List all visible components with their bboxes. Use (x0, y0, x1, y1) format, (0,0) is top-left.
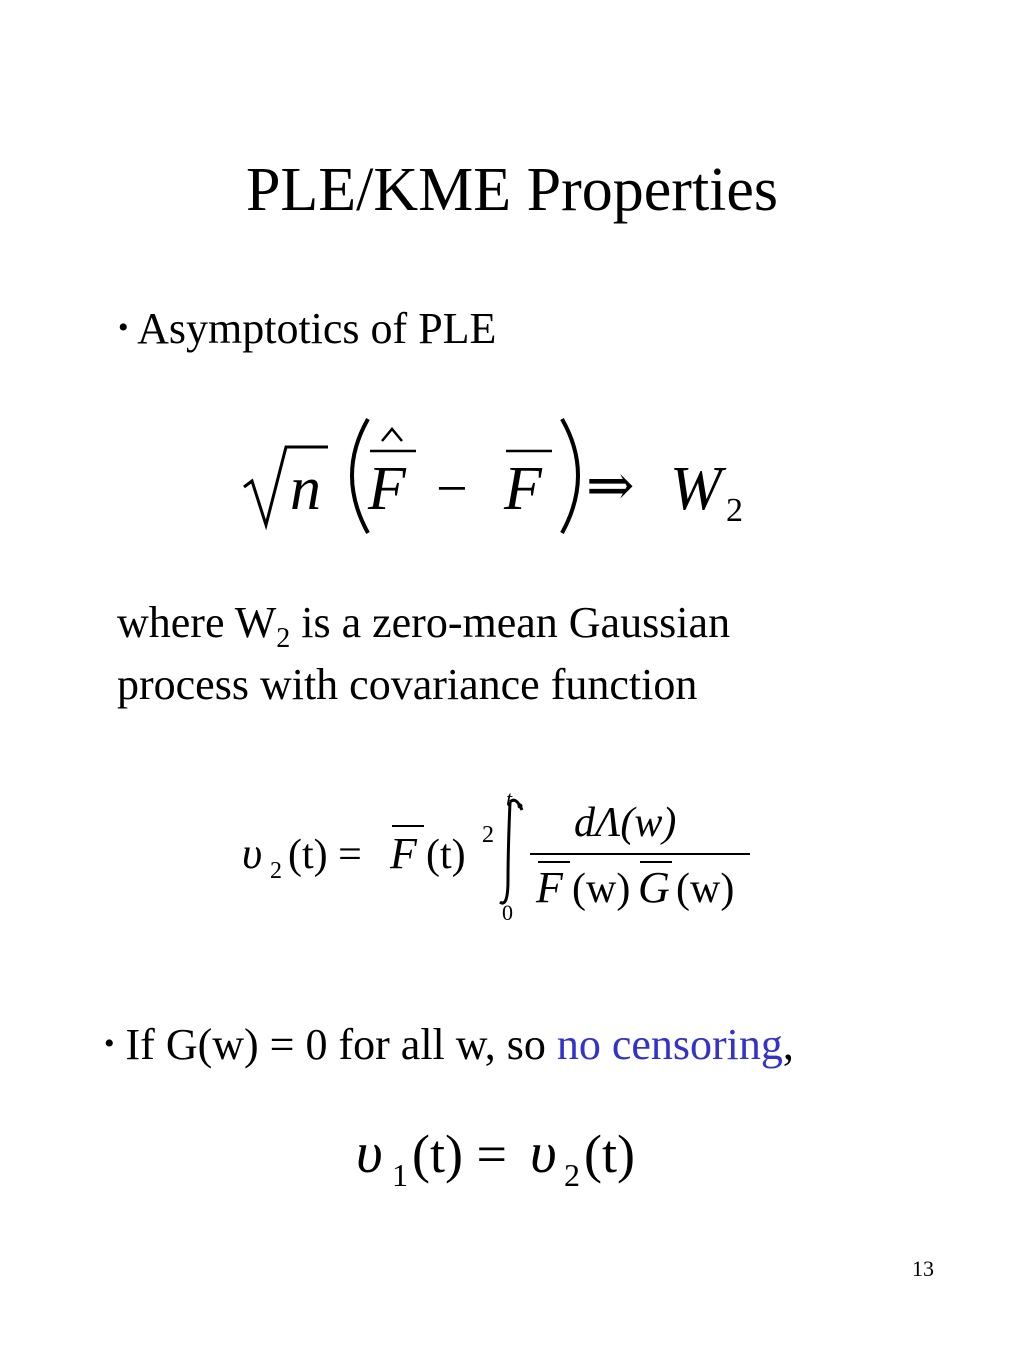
hat-accent (382, 429, 402, 441)
bullet2-text: If G(w) = 0 for all w, so (125, 1020, 557, 1069)
bullet2-suffix: , (782, 1020, 794, 1069)
upsilon1-symbol: υ (356, 1120, 383, 1185)
integral-top-dot (518, 804, 523, 809)
description-subscript: 2 (276, 622, 291, 654)
slide-title: PLE/KME Properties (245, 156, 779, 224)
w-subscript: 2 (726, 492, 743, 529)
f-bar-symbol-2: F (390, 829, 417, 878)
power-exponent: 2 (482, 822, 494, 848)
f-bar-symbol: F (504, 455, 542, 523)
upsilon2-symbol: υ (530, 1120, 557, 1185)
implies-arrow: ⇒ (586, 453, 635, 518)
bullet-asymptotics (118, 300, 496, 357)
f-argument: (t) (426, 832, 466, 878)
fraction-numerator: dΛ(w) (574, 800, 677, 846)
upsilon-subscript: 2 (270, 858, 282, 884)
description-text-start: where W (117, 598, 277, 647)
denominator-g-argument: (w) (676, 866, 735, 912)
upsilon-symbol: υ (242, 829, 263, 878)
right-paren (562, 419, 578, 533)
upsilon1-argument: (t) = (412, 1124, 507, 1184)
upsilon1-subscript: 1 (392, 1157, 408, 1193)
integral-sign (500, 800, 522, 903)
bullet-marker: • (118, 311, 129, 344)
left-paren (352, 419, 368, 533)
upsilon2-argument: (t) (584, 1124, 635, 1184)
denominator-g: G (638, 863, 670, 912)
equation-asymptotic-convergence (240, 405, 780, 550)
bullet-no-censoring (104, 1016, 794, 1073)
denominator-f-argument: (w) (572, 866, 631, 912)
minus-sign: − (436, 458, 468, 520)
upsilon2-subscript: 2 (564, 1157, 580, 1193)
bullet-text: Asymptotics of PLE (137, 304, 497, 353)
page-number: 13 (912, 1256, 934, 1281)
denominator-f: F (536, 863, 563, 912)
sqrt-variable: n (290, 455, 321, 523)
f-hat-symbol: F (368, 455, 406, 523)
no-censoring-highlight: no censoring (556, 1020, 783, 1069)
equation-covariance-function (240, 780, 760, 930)
bullet-marker-2: • (104, 1027, 115, 1060)
integral-upper-limit: t (506, 786, 513, 811)
integral-lower-limit: 0 (502, 900, 513, 925)
w-symbol: W (670, 455, 722, 523)
description-line-2: process with covariance function (117, 660, 698, 709)
lhs-argument: (t) = (288, 832, 362, 878)
description-text-end: is a zero-mean Gaussian (290, 598, 731, 647)
equation-variance-equality (354, 1110, 654, 1210)
